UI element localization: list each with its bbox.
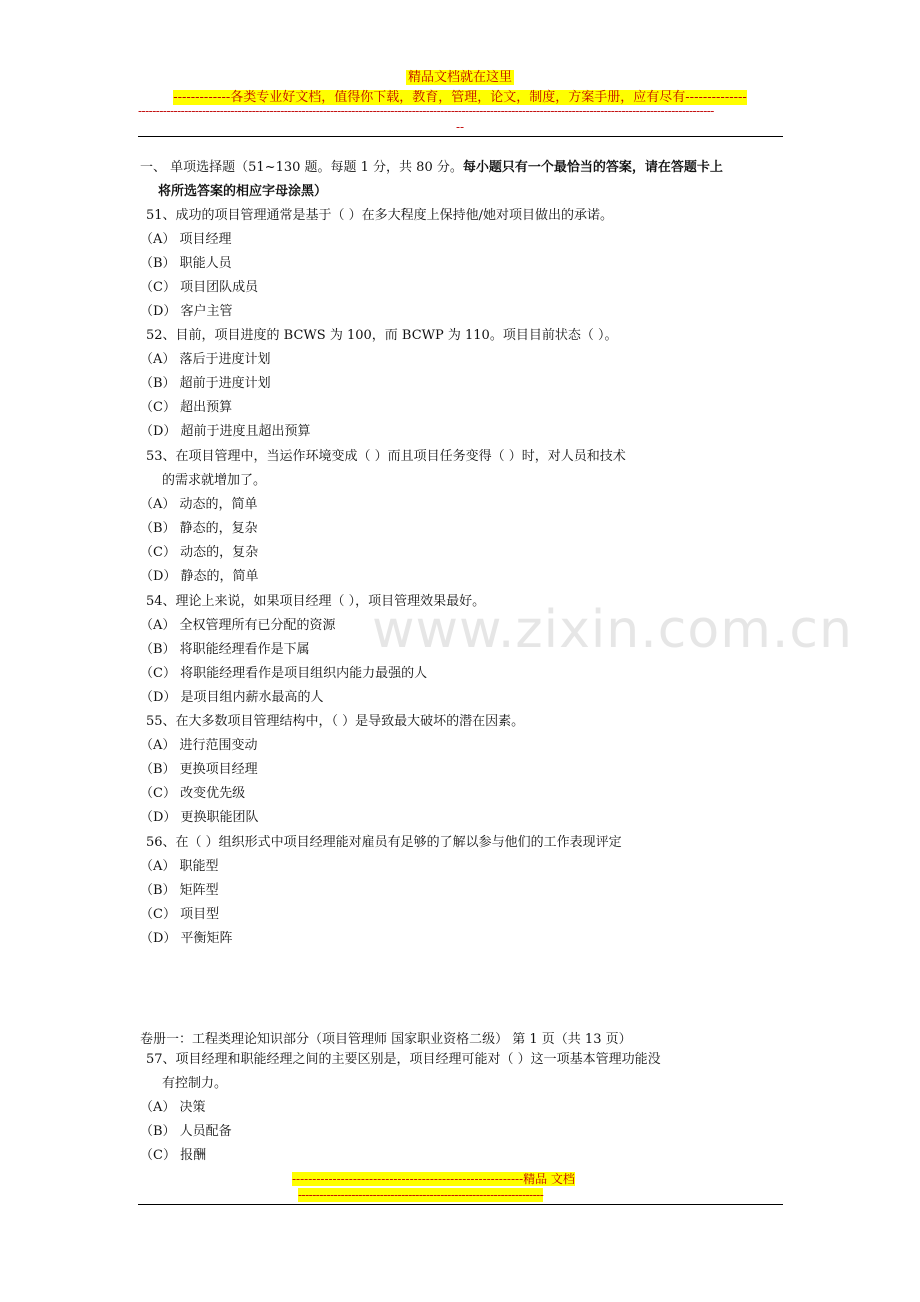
banner-title-text: 精品文档就在这里 [407,70,512,85]
option-b: （B） 人员配备 [140,1124,232,1139]
question-stem: 53、在项目管理中，当运作环境变成（ ）而且项目任务变得（ ）时，对人员和技术 [146,449,626,464]
question-stem: 56、在（ ）组织形式中项目经理能对雇员有足够的了解以参与他们的工作表现评定 [146,835,622,850]
section-heading [140,160,723,176]
option-b: （B） 更换项目经理 [140,762,258,777]
option-d: （D） 静态的，简单 [140,569,259,584]
option-b: （B） 职能人员 [140,256,232,271]
bottom-banner-line2-text: --------------------------------------------------------------------- [298,1188,544,1202]
option-b: （B） 将职能经理看作是下属 [140,642,310,657]
question-stem: 55、在大多数项目管理结构中，（ ）是导致最大破坏的潜在因素。 [146,714,525,729]
banner-subtitle [0,86,920,105]
option-d: （D） 超前于进度且超出预算 [140,424,311,439]
option-c: （C） 项目型 [140,907,220,922]
question-stem: 52、目前，项目进度的 BCWS 为 100，而 BCWP 为 110。项目目前状态（ ）。 [146,328,618,343]
option-c: （C） 改变优先级 [140,786,246,801]
question-stem: 54、理论上来说，如果项目经理（ ），项目管理效果最好。 [146,594,486,609]
question-stem-cont: 有控制力。 [162,1076,228,1091]
section-heading-bold: 每小题只有一个最恰当的答案，请在答题卡上 [462,160,723,175]
bottom-banner-line2 [298,1188,543,1202]
section-heading-cont: 将所选答案的相应字母涂黑） [158,184,328,199]
option-a: （A） 项目经理 [140,232,232,247]
question-stem-cont: 的需求就增加了。 [162,473,267,488]
option-c: （C） 超出预算 [140,400,233,415]
section-heading-plain: 一、 单项选择题（51~130 题。每题 1 分，共 80 分。 [140,160,463,175]
bottom-banner-line1-text: ---------------------------------------------------------精品 文档 [292,1172,575,1186]
option-c: （C） 动态的，复杂 [140,545,259,560]
option-c: （C） 将职能经理看作是项目组织内能力最强的人 [140,666,428,681]
option-d: （D） 是项目组内薪水最高的人 [140,690,324,705]
page-footer: 卷册一：工程类理论知识部分（项目管理师 国家职业资格二级） 第 1 页（共 13 页） [140,1032,632,1047]
header-rule [138,136,783,137]
option-d: （D） 客户主管 [140,304,233,319]
banner-dash-line: ------------------------------------------------------------------------------------------------------------------------------------------------------------------ [138,104,714,118]
option-c: （C） 报酬 [140,1148,207,1163]
option-b: （B） 静态的，复杂 [140,521,258,536]
banner-subtitle-text: -------------各类专业好文档，值得你下载，教育，管理，论文，制度，方案手册，应有尽有-------------- [173,90,747,105]
option-c: （C） 项目团队成员 [140,280,259,295]
banner-title [0,66,920,85]
option-a: （A） 全权管理所有已分配的资源 [140,618,336,633]
option-d: （D） 平衡矩阵 [140,931,233,946]
option-d: （D） 更换职能团队 [140,810,259,825]
bottom-banner-line1 [292,1170,575,1187]
option-a: （A） 职能型 [140,859,219,874]
question-stem: 57、项目经理和职能经理之间的主要区别是，项目经理可能对（ ）这一项基本管理功能没 [146,1052,661,1067]
watermark: www.zixin.com.cn [372,600,853,660]
option-b: （B） 超前于进度计划 [140,376,271,391]
question-stem: 51、成功的项目管理通常是基于（ ）在多大程度上保持他/她对项目做出的承诺。 [146,208,614,223]
option-b: （B） 矩阵型 [140,883,219,898]
option-a: （A） 动态的，简单 [140,497,258,512]
option-a: （A） 决策 [140,1100,206,1115]
footer-rule [138,1204,783,1205]
option-a: （A） 进行范围变动 [140,738,258,753]
option-a: （A） 落后于进度计划 [140,352,271,367]
banner-dash-tail: -- [455,120,465,134]
